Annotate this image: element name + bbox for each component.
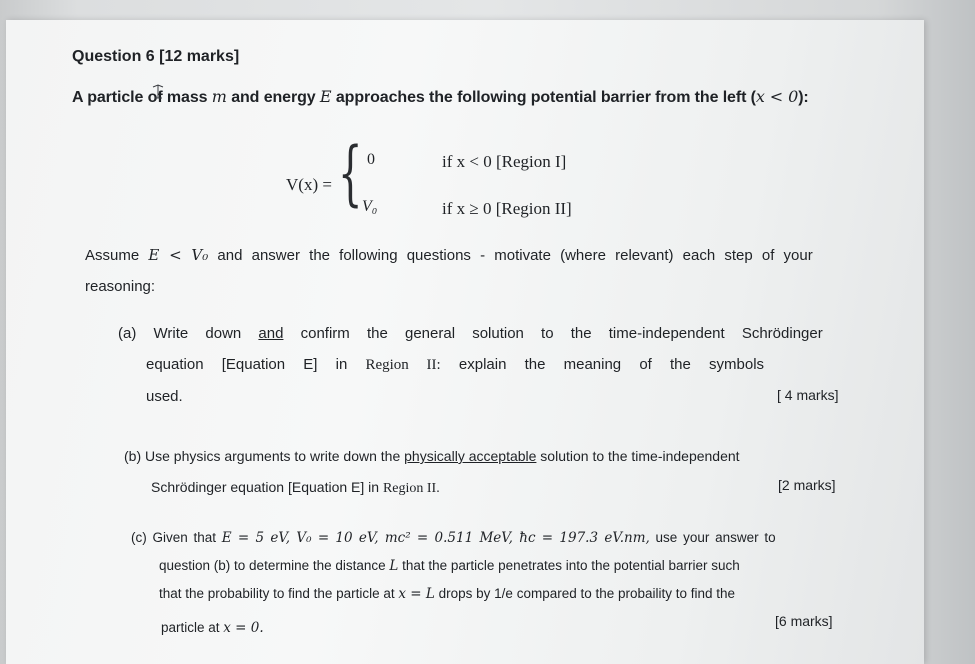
part-b-line-2: Schrödinger equation [Equation E] in Region II. bbox=[151, 479, 440, 496]
question-title: Question 6 [12 marks] bbox=[72, 48, 240, 65]
assumption-line-2: reasoning: bbox=[85, 278, 156, 295]
case-2-value: V₀ bbox=[362, 198, 378, 215]
part-a-line-1: (a) Write down and confirm the general solution to the time-independent Schrödinger bbox=[118, 325, 823, 342]
part-c-line-4: particle at x = 0. bbox=[161, 620, 264, 636]
part-a-marks: [ 4 marks] bbox=[777, 387, 839, 403]
question-intro: A particle of mass m and energy E approaches the following potential barrier from the left (x < 0): bbox=[72, 87, 809, 106]
part-a-line-2: equation [Equation E] in Region II: explain the meaning of the symbols bbox=[146, 356, 765, 373]
part-c-line-2: question (b) to determine the distance L that the particle penetrates into the potential barrier such bbox=[159, 558, 740, 574]
assumption-line-1: Assume E < V₀ and answer the following questions - motivate (where relevant) each step of your bbox=[85, 246, 813, 264]
handwritten-mark bbox=[151, 83, 165, 101]
potential-lhs: V(x) = bbox=[286, 175, 332, 194]
case-1-value: 0 bbox=[367, 151, 375, 168]
part-c-line-1: (c) Given that E = 5 eV, V₀ = 10 eV, mc² = 0.511 MeV, ħc = 197.3 eV.nm, use your answer to bbox=[131, 530, 776, 546]
part-b-marks: [2 marks] bbox=[778, 477, 836, 493]
part-b-line-1: (b) Use physics arguments to write down the physically acceptable solution to the time-independent bbox=[124, 448, 740, 464]
case-2-condition: if x ≥ 0 [Region II] bbox=[442, 199, 572, 218]
piecewise-brace: { bbox=[338, 132, 363, 214]
part-c-marks: [6 marks] bbox=[775, 613, 833, 629]
case-1-condition: if x < 0 [Region I] bbox=[442, 152, 567, 171]
part-c-line-3: that the probability to find the particle at x = L drops by 1/e compared to the probaility to find the bbox=[159, 586, 736, 602]
part-a-line-3: used. bbox=[146, 388, 183, 405]
